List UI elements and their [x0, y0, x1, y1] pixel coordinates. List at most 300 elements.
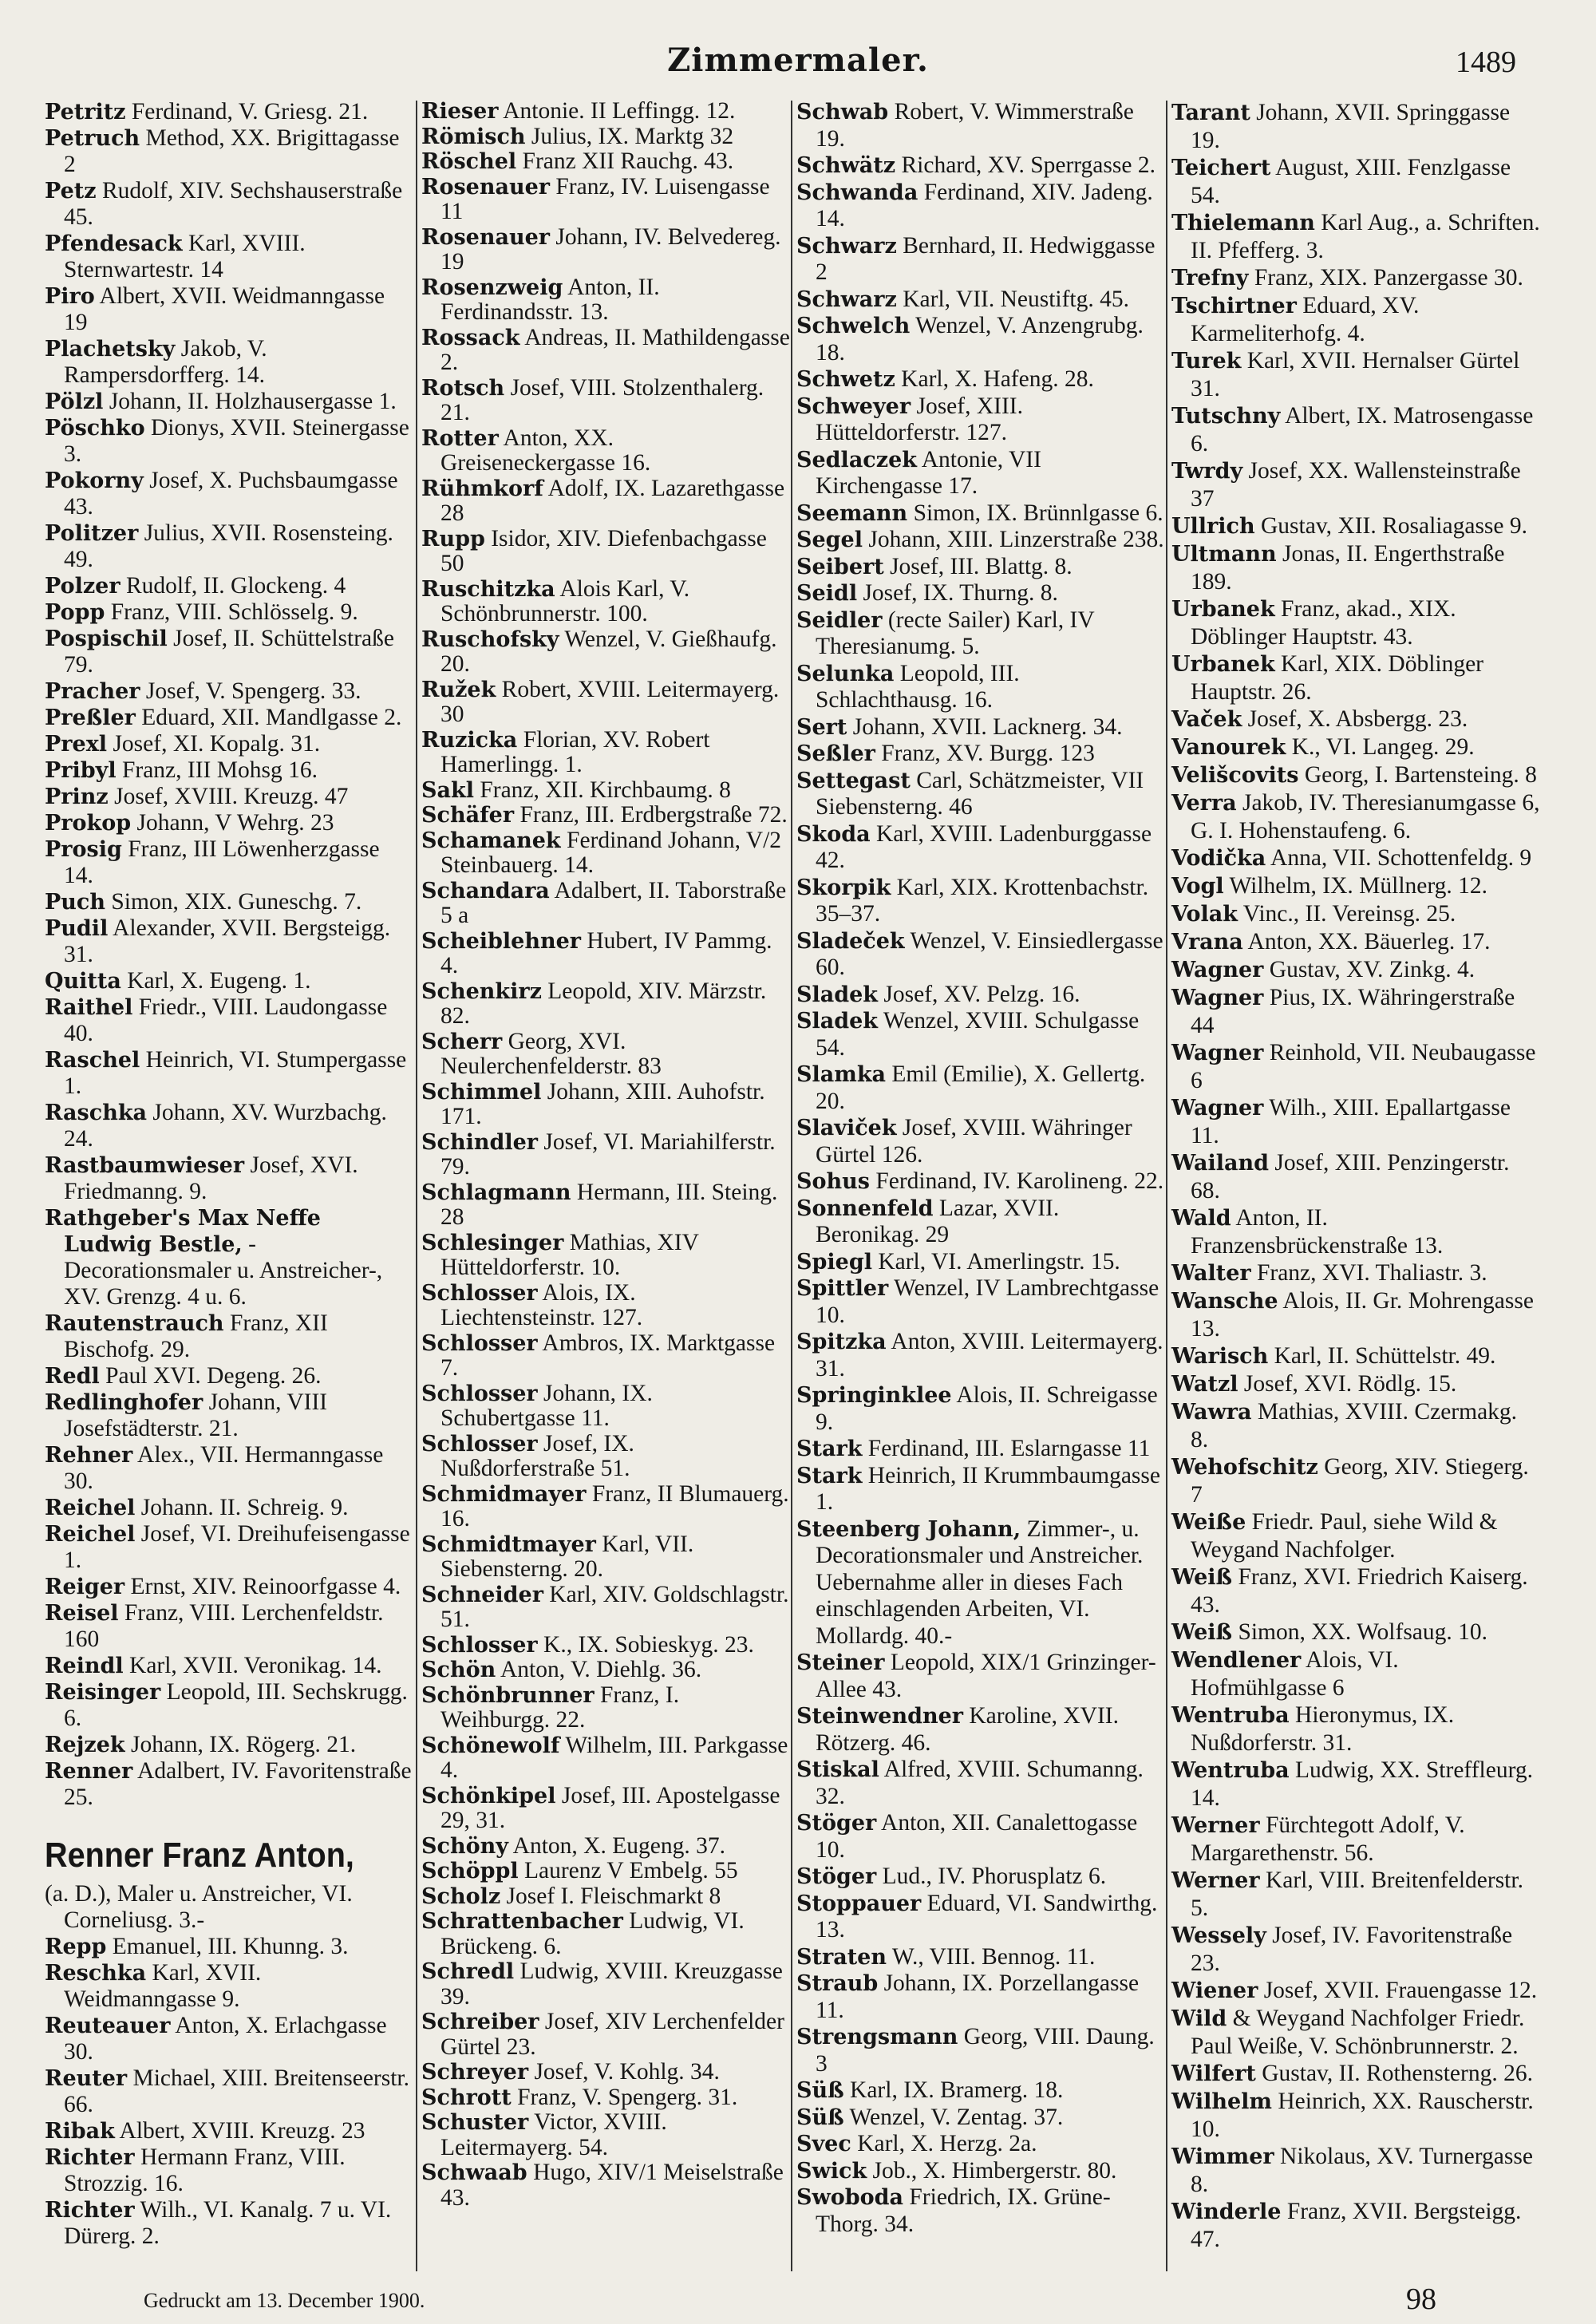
entry-name: Reindl: [45, 1654, 124, 1678]
entry-address: Johann, XVII. Lacknerg. 34.: [852, 713, 1123, 740]
entry-address: Ambros, IX. Marktgasse 7.: [440, 1330, 776, 1381]
entry-address: Simon, XIX. Guneschg. 7.: [111, 889, 362, 915]
entry-name: Quitta: [45, 969, 121, 994]
entry-name: Scherr: [421, 1029, 503, 1054]
directory-entry: [421, 728, 790, 778]
entry-name: Schindler: [421, 1129, 538, 1155]
entry-name: Wagner: [1171, 986, 1264, 1010]
entry-address: August, XIII. Fenzlgasse 54.: [1191, 155, 1511, 208]
entry-address: Rudolf, II. Glockeng. 4: [125, 573, 346, 599]
directory-entry: [45, 889, 413, 915]
directory-entry: [1171, 1867, 1540, 1922]
entry-name: Swick: [796, 2158, 867, 2184]
entry-address: Josef, XVI. Friedmanng. 9.: [64, 1152, 358, 1204]
entry-address: Karl, VII. Neustiftg. 45.: [903, 286, 1130, 312]
entry-name: Urbanek: [1171, 597, 1275, 622]
entry-address: K., IX. Sobieskyg. 23.: [543, 1631, 754, 1658]
entry-address: Johann, IX. Rögerg. 21.: [130, 1732, 357, 1757]
entry-name: Turek: [1171, 349, 1242, 374]
entry-address: Richard, XV. Sperrgasse 2.: [901, 152, 1156, 178]
directory-entry: [796, 1329, 1165, 1382]
entry-name: Sedlaczek: [796, 447, 917, 472]
directory-entry: [421, 99, 790, 125]
entry-address: & Weygand Nachfolger Friedr. Paul Weiße, V. Schönbrunnerstr. 2.: [1191, 2006, 1525, 2059]
entry-name: Sonnenfeld: [796, 1196, 934, 1221]
directory-column-2: [421, 99, 790, 2211]
entry-address: Leopold, III. Schlachthausg. 16.: [816, 660, 1020, 713]
entry-name: Stöger: [796, 1864, 877, 1889]
entry-name: Sladek: [796, 982, 879, 1007]
entry-name: Tarant: [1171, 101, 1250, 125]
entry-address: Gustav, XII. Rosaliagasse 9.: [1261, 513, 1527, 539]
entry-address: Alexander, XVII. Bergsteigg. 31.: [64, 915, 391, 967]
directory-entry: [1171, 2088, 1540, 2143]
directory-entry: [421, 1381, 790, 1432]
entry-name: Verra: [1171, 791, 1237, 816]
print-date: Gedruckt am 13. December 1900.: [144, 2289, 425, 2312]
entry-name: Prinz: [45, 785, 109, 809]
entry-name: Richter: [45, 2145, 135, 2170]
entry-name: Wagner: [1171, 1096, 1264, 1120]
entry-address: Alois, II. Schreigasse 9.: [816, 1382, 1158, 1435]
entry-name: Ruschofsky: [421, 626, 559, 652]
directory-entry: [421, 2010, 790, 2060]
entry-name: Rossack: [421, 325, 520, 350]
entry-name: Schamanek: [421, 828, 561, 853]
entry-address: Josef, XIV Lerchenfelder Gürtel 23.: [440, 2009, 784, 2060]
entry-address: Karl, IX. Bramerg. 18.: [850, 2077, 1064, 2103]
entry-address: Anna, VII. Schottenfeldg. 9: [1270, 845, 1532, 871]
entry-address: Fürchtegott Adolf, V. Margarethenstr. 56.: [1191, 1812, 1465, 1866]
directory-entry: [1171, 2060, 1540, 2088]
directory-entry: [796, 741, 1165, 768]
directory-entry: [796, 2024, 1165, 2077]
directory-entry: [1171, 1149, 1540, 1204]
entry-address: Anton, XII. Canalettogasse 10.: [816, 1810, 1138, 1863]
entry-name: Renner: [45, 1759, 133, 1784]
entry-name: Stark: [796, 1437, 863, 1461]
entry-name: Schäfer: [421, 803, 515, 828]
entry-name: Schredl: [421, 1959, 515, 1984]
entry-name: Ruzicka: [421, 727, 518, 753]
directory-entry: [796, 1196, 1165, 1249]
entry-name: Settegast: [796, 768, 911, 793]
directory-entry: [421, 125, 790, 150]
directory-entry: [421, 1859, 790, 1884]
entry-address: Karl, X. Herzg. 2a.: [857, 2131, 1037, 2156]
directory-entry: [796, 393, 1165, 447]
entry-name: Schöppl: [421, 1859, 519, 1883]
entry-address: Alex., VII. Hermanngasse 30.: [64, 1442, 384, 1494]
entry-name: Svec: [796, 2132, 851, 2156]
directory-entry: [1171, 402, 1540, 457]
sheet-number: 98: [1406, 2282, 1436, 2316]
directory-entry: [1171, 1259, 1540, 1287]
directory-entry: [1171, 844, 1540, 872]
entry-address: Leopold, III. Sechskrugg. 6.: [64, 1679, 408, 1731]
entry-address: Antonie, VII Kirchengasse 17.: [816, 446, 1041, 499]
directory-entry: [45, 968, 413, 994]
directory-entry: [421, 2160, 790, 2211]
entry-address: Karl, XIV. Goldschlagstr. 51.: [440, 1581, 789, 1632]
directory-entry: [1171, 1342, 1540, 1370]
directory-entry: [796, 233, 1165, 287]
directory-entry: [421, 1959, 790, 2010]
entry-address: Franz, I. Weihburgg. 22.: [440, 1682, 680, 1733]
entry-name: Stark: [796, 1463, 863, 1488]
directory-entry: [796, 661, 1165, 714]
directory-entry: [45, 678, 413, 705]
directory-entry: [1171, 789, 1540, 844]
entry-name: Wiener: [1171, 1978, 1258, 2003]
entry-name: Reschka: [45, 1961, 147, 1986]
entry-name: Straten: [796, 1944, 887, 1970]
entry-address: Josef, XVIII. Währinger Gürtel 126.: [816, 1115, 1132, 1168]
directory-entry: [45, 2065, 413, 2118]
directory-entry: [45, 1600, 413, 1653]
entry-address: Karl, VIII. Breitenfelderstr. 5.: [1191, 1868, 1523, 1921]
entry-address: Paul XVI. Degeng. 26.: [105, 1363, 322, 1389]
entry-name: Preßler: [45, 706, 136, 730]
directory-entry: [1171, 872, 1540, 900]
entry-address: Josef, III. Apostelgasse 29, 31.: [440, 1782, 780, 1833]
directory-entry: [421, 803, 790, 828]
entry-name: Pudil: [45, 916, 109, 941]
entry-address: Georg, VIII. Daung. 3: [816, 2024, 1155, 2077]
directory-entry: [421, 627, 790, 678]
directory-entry: [421, 1180, 790, 1231]
entry-name: Pracher: [45, 679, 140, 704]
entry-name: Vodička: [1171, 846, 1266, 871]
directory-entry: [45, 1679, 413, 1732]
entry-address: Lazar, XVII. Beronikag. 29: [816, 1195, 1060, 1247]
directory-entry: [1171, 650, 1540, 706]
directory-entry: [1171, 1618, 1540, 1646]
entry-address: Karl, VI. Amerlingstr. 15.: [878, 1248, 1120, 1275]
entry-name: Walter: [1171, 1261, 1251, 1286]
directory-entry: [796, 2131, 1165, 2158]
entry-list: [1171, 99, 1540, 2253]
entry-name: Petritz: [45, 100, 126, 125]
entry-address: Vinc., II. Vereinsg. 25.: [1242, 901, 1456, 927]
entry-address: Laurenz V Embelg. 55: [523, 1858, 738, 1883]
entry-address: Eduard, XII. Mandlgasse 2.: [141, 705, 402, 730]
entry-address: Ludwig, XX. Streffleurg. 14.: [1191, 1757, 1533, 1811]
entry-name: Thielemann: [1171, 211, 1315, 235]
directory-entry: [796, 1115, 1165, 1168]
entry-name: Weiß: [1171, 1620, 1233, 1645]
entry-name: Scholz: [421, 1883, 501, 1909]
entry-name: Polzer: [45, 574, 120, 599]
directory-entry: [796, 1650, 1165, 1703]
entry-address: Karl, XIX. Döblinger Hauptstr. 26.: [1191, 651, 1484, 705]
entry-address: Josef, II. Schüttelstraße 79.: [64, 626, 394, 678]
entry-address: Antonie. II Leffingg. 12.: [503, 98, 736, 124]
directory-entry: [45, 784, 413, 810]
entry-name: Seemann: [796, 500, 908, 526]
entry-address: Karoline, XVII. Rötzerg. 46.: [816, 1703, 1119, 1756]
entry-address: Johann, XVII. Springgasse 19.: [1191, 100, 1511, 153]
directory-entry: [1171, 1977, 1540, 2005]
directory-entry: [796, 1864, 1165, 1891]
entry-address: Friedr. Paul, siehe Wild & Weygand Nachfolger.: [1191, 1509, 1498, 1563]
entry-address: Carl, Schätzmeister, VII Siebensterng. 46: [816, 767, 1144, 820]
entry-address: Johann, IX. Schubertgasse 11.: [440, 1380, 653, 1431]
directory-entry: [45, 1960, 413, 2013]
entry-address: Josef, X. Puchsbaumgasse 43.: [64, 468, 398, 520]
directory-entry: [45, 125, 413, 178]
directory-entry: [1171, 1922, 1540, 1977]
entry-name: Redlinghofer: [45, 1390, 203, 1415]
entry-address: Josef, XVII. Frauengasse 12.: [1263, 1978, 1538, 2003]
entry-address: Josef I. Fleischmarkt 8: [506, 1883, 721, 1909]
entry-name: Twrdy: [1171, 459, 1243, 484]
directory-entry: [796, 366, 1165, 393]
entry-address: Emil (Emilie), X. Gellertg. 20.: [816, 1061, 1146, 1114]
entry-address: Albert, XVII. Weidmanngasse 19: [64, 283, 385, 335]
entry-name: Wawra: [1171, 1400, 1252, 1425]
entry-name: Prosig: [45, 837, 122, 862]
entry-name: Slaviček: [796, 1116, 897, 1140]
entry-name: Schwelch: [796, 314, 911, 338]
entry-address: Alois, IX. Liechtensteinstr. 127.: [440, 1279, 643, 1330]
directory-entry: [1171, 1508, 1540, 1563]
directory-entry: [1171, 706, 1540, 733]
entry-address: Josef, VIII. Stolzenthalerg. 21.: [440, 374, 764, 425]
directory-entry: [421, 175, 790, 225]
entry-name: Reichel: [45, 1522, 136, 1547]
entry-name: Weiß: [1171, 1565, 1233, 1590]
entry-address: Franz, III. Erdbergstraße 72.: [519, 802, 788, 828]
directory-entry: [45, 1495, 413, 1521]
directory-entry: [45, 468, 413, 520]
entry-name: Puch: [45, 890, 106, 915]
directory-entry: [421, 1080, 790, 1130]
directory-entry: [796, 1703, 1165, 1757]
column-divider: [416, 101, 417, 2271]
entry-name: Stöger: [796, 1811, 877, 1836]
entry-name: Rosenauer: [421, 224, 550, 250]
entry-address: Georg, I. Bartensteing. 8: [1304, 762, 1537, 788]
entry-name: Schwetz: [796, 367, 895, 392]
entry-address: Heinrich, II Krummbaumgasse 1.: [816, 1462, 1160, 1515]
entry-name: Tschirtner: [1171, 294, 1297, 318]
entry-name: Wagner: [1171, 1041, 1264, 1065]
directory-entry: [421, 1633, 790, 1658]
entry-name: Schönewolf: [421, 1733, 560, 1758]
entry-address: Karl, XVII. Veronikag. 14.: [129, 1653, 382, 1678]
entry-address: Karl, XIX. Krottenbachstr. 35–37.: [816, 874, 1149, 927]
directory-entry: [421, 1658, 790, 1683]
entry-name: Prokop: [45, 811, 132, 836]
entry-name: Watzl: [1171, 1372, 1238, 1397]
directory-entry: [45, 1310, 413, 1363]
entry-name: Volak: [1171, 902, 1238, 927]
directory-entry: [796, 1944, 1165, 1971]
directory-entry: [45, 283, 413, 336]
directory-entry: [1171, 2143, 1540, 2198]
directory-entry: [796, 982, 1165, 1009]
entry-address: Josef, XVIII. Kreuzg. 47: [114, 784, 349, 809]
directory-entry: [1171, 99, 1540, 154]
entry-address: Leopold, XIX/1 Grinzinger-Allee 43.: [816, 1650, 1156, 1702]
directory-entry: [45, 994, 413, 1047]
entry-name: Reuteauer: [45, 2014, 171, 2038]
directory-entry: [796, 554, 1165, 581]
directory-entry: [45, 2013, 413, 2065]
directory-entry: [421, 1482, 790, 1532]
entry-name: Wagner: [1171, 958, 1264, 982]
entry-name: Pöschko: [45, 416, 145, 441]
entry-address: Georg, XVI. Neulerchenfelderstr. 83: [440, 1028, 662, 1079]
directory-entry: [421, 1030, 790, 1080]
directory-entry: [1171, 2005, 1540, 2060]
entry-address: Jakob, IV. Theresianumgasse 6, G. I. Hohenstaufeng. 6.: [1191, 790, 1540, 844]
entry-address: Karl, X. Eugeng. 1.: [127, 968, 311, 994]
entry-name: Rühmkorf: [421, 476, 543, 501]
entry-name: Teichert: [1171, 156, 1271, 180]
entry-address: Franz, XVI. Thaliastr. 3.: [1256, 1260, 1487, 1286]
entry-list: [45, 1934, 413, 2250]
entry-name: Plachetsky: [45, 337, 176, 362]
entry-address: Johann, IV. Belvedereg. 19: [440, 223, 781, 275]
entry-name: Scheiblehner: [421, 928, 581, 954]
directory-entry: [45, 915, 413, 968]
directory-entry: [796, 1970, 1165, 2024]
entry-address: Hubert, IV Pammg. 4.: [440, 927, 772, 978]
entry-name: Schmidtmayer: [421, 1532, 596, 1557]
directory-entry: [45, 1758, 413, 1811]
entry-name: Schönkipel: [421, 1783, 556, 1808]
directory-entry: [796, 2158, 1165, 2185]
entry-list: [45, 99, 413, 1811]
entry-name: Rautenstrauch: [45, 1311, 224, 1336]
entry-name: Repp: [45, 1935, 107, 1959]
entry-address: Heinrich, VI. Stumpergasse 1.: [64, 1047, 407, 1099]
directory-entry: [796, 1249, 1165, 1276]
entry-address: Anton, X. Eugeng. 37.: [512, 1832, 725, 1859]
entry-name: Rotter: [421, 425, 499, 451]
entry-address: Josef, XVI. Rödlg. 15.: [1243, 1371, 1457, 1397]
entry-name: Wehofschitz: [1171, 1455, 1318, 1480]
entry-name: Schwarz: [796, 287, 897, 312]
directory-entry: [45, 2197, 413, 2250]
directory-entry: [421, 149, 790, 175]
entry-address: Michael, XIII. Breitenseerstr. 66.: [64, 2065, 409, 2117]
entry-address: Alfred, XVIII. Schumanng. 32.: [816, 1757, 1144, 1809]
entry-address: Josef, X. Absbergg. 23.: [1247, 706, 1468, 732]
entry-address: Franz, XVI. Friedrich Kaiserg. 43.: [1191, 1564, 1528, 1618]
entry-address: Ferdinand, III. Eslarngasse 11: [867, 1436, 1151, 1461]
entry-name: Rotsch: [421, 375, 505, 401]
directory-entry: [1171, 1094, 1540, 1149]
directory-entry: [796, 928, 1165, 982]
directory-entry: [421, 426, 790, 476]
directory-entry: [421, 979, 790, 1030]
directory-entry: [421, 527, 790, 577]
entry-address: Zimmer-, u. Decorationsmaler und Anstreicher. Uebernahme aller in dieses Fach einschlagenden Arbeiten, VI. Mollardg. 40.-: [816, 1516, 1144, 1649]
entry-address: Adalbert, IV. Favoritenstraße 25.: [64, 1758, 412, 1810]
directory-entry: [1171, 1287, 1540, 1342]
entry-name: Wilfert: [1171, 2061, 1256, 2086]
directory-entry: [45, 1934, 413, 1960]
entry-name: Raithel: [45, 995, 133, 1020]
directory-entry: [45, 1653, 413, 1679]
directory-entry: [45, 1152, 413, 1205]
directory-entry: [421, 326, 790, 376]
featured-entry-text: (a. D.), Maler u. Anstreicher, VI. Corneliusg. 3.-: [45, 1881, 353, 1933]
directory-entry: [796, 1757, 1165, 1810]
entry-address: Wilhelm, III. Parkgasse 4.: [440, 1732, 788, 1783]
entry-name: Schreyer: [421, 2060, 529, 2085]
entry-address: Wilh., VI. Kanalg. 7 u. VI. Dürerg. 2.: [64, 2197, 392, 2249]
entry-name: Schlosser: [421, 1381, 538, 1406]
entry-name: Wessely: [1171, 1923, 1266, 1948]
directory-entry: [796, 313, 1165, 366]
directory-column-1: [45, 99, 413, 2250]
entry-name: Winderle: [1171, 2200, 1282, 2224]
directory-entry: [796, 180, 1165, 233]
entry-name: Slamka: [796, 1062, 887, 1087]
directory-entry: [796, 1382, 1165, 1436]
entry-address: Alois, VI. Hofmühlgasse 6: [1191, 1647, 1399, 1701]
entry-name: Wald: [1171, 1206, 1231, 1231]
entry-name: Rejzek: [45, 1733, 125, 1757]
entry-name: Schmidmayer: [421, 1481, 587, 1507]
directory-entry: [796, 821, 1165, 875]
entry-name: Reisinger: [45, 1680, 161, 1705]
directory-entry: [421, 1432, 790, 1482]
directory-entry: [1171, 733, 1540, 761]
directory-entry: [1171, 984, 1540, 1039]
entry-address: Josef, XI. Kopalg. 31.: [113, 731, 321, 757]
directory-entry: [45, 573, 413, 599]
entry-address: Julius, XVII. Rosensteing. 49.: [64, 520, 393, 572]
directory-entry: [796, 1168, 1165, 1196]
entry-name: Schwab: [796, 100, 889, 125]
directory-entry: [1171, 956, 1540, 984]
entry-address: Lud., IV. Phorusplatz 6.: [882, 1864, 1107, 1889]
entry-address: Mathias, XVIII. Czermakg. 8.: [1191, 1399, 1518, 1452]
directory-entry: [421, 2085, 790, 2111]
entry-name: Wimmer: [1171, 2144, 1274, 2169]
directory-entry: [421, 1331, 790, 1381]
directory-entry: [45, 336, 413, 389]
entry-address: Josef, VI. Dreihufeisengasse 1.: [64, 1521, 410, 1573]
directory-entry: [796, 1463, 1165, 1516]
entry-address: Florian, XV. Robert Hamerlingg. 1.: [440, 726, 710, 777]
directory-entry: [1171, 457, 1540, 512]
entry-address: Anton, XVIII. Leitermayerg. 31.: [816, 1329, 1163, 1381]
entry-address: Rudolf, XIV. Sechshauserstraße 45.: [64, 178, 403, 230]
entry-address: Franz, XII. Kirchbaumg. 8: [480, 777, 731, 803]
entry-name: Stiskal: [796, 1757, 879, 1782]
entry-address: Reinhold, VII. Neubaugasse 6: [1191, 1040, 1536, 1093]
entry-address: Franz, III Mohsg 16.: [121, 757, 318, 783]
directory-entry: [1171, 761, 1540, 789]
entry-name: Selunka: [796, 661, 895, 686]
entry-address: Karl, II. Schüttelstr. 49.: [1274, 1343, 1496, 1369]
directory-entry: [421, 1683, 790, 1733]
entry-address: Josef, III. Blattg. 8.: [890, 553, 1073, 579]
entry-address: Franz, VIII. Schlösselg. 9.: [110, 599, 358, 625]
entry-name: Schwätz: [796, 153, 896, 178]
entry-address: Josef, IV. Favoritenstraße 23.: [1191, 1923, 1513, 1976]
entry-name: Velišcovits: [1171, 763, 1299, 788]
entry-name: Swoboda: [796, 2185, 904, 2210]
entry-name: Pokorny: [45, 468, 144, 493]
entry-name: Wilhelm: [1171, 2089, 1272, 2114]
